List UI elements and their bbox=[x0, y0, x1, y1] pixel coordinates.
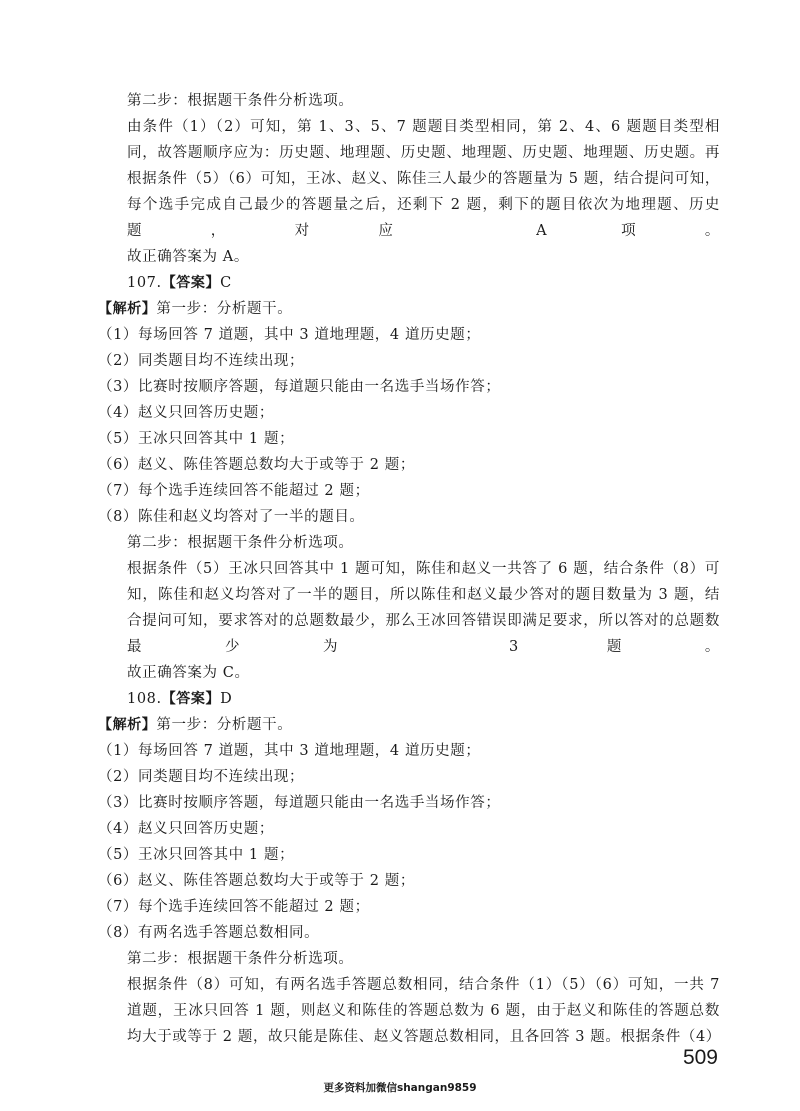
question-108-answer bbox=[98, 686, 720, 712]
answer-value: D bbox=[220, 691, 233, 707]
condition-item: （8）有两名选手答题总数相同。 bbox=[98, 925, 320, 941]
condition-item: （3）比赛时按顺序答题，每道题只能由一名选手当场作答； bbox=[98, 379, 501, 395]
question-107-analysis bbox=[98, 296, 720, 322]
step-heading: 第一步：分析题干。 bbox=[156, 717, 293, 733]
condition-item: （7）每个选手连续回答不能超过 2 题； bbox=[98, 899, 370, 915]
page-body bbox=[98, 88, 720, 1050]
condition-item: （7）每个选手连续回答不能超过 2 题； bbox=[98, 483, 370, 499]
question-107-answer bbox=[98, 270, 720, 296]
answer-line: 故正确答案为 C。 bbox=[127, 665, 250, 681]
analysis-label: 【解析】 bbox=[98, 301, 157, 317]
answer-value: C bbox=[220, 275, 232, 291]
page-number: 509 bbox=[682, 1046, 718, 1069]
step-heading: 第二步：根据题干条件分析选项。 bbox=[127, 535, 354, 551]
condition-item: （2）同类题目均不连续出现； bbox=[98, 353, 305, 369]
condition-item: （8）陈佳和赵义均答对了一半的题目。 bbox=[98, 509, 365, 525]
step-heading: 第一步：分析题干。 bbox=[156, 301, 293, 317]
answer-line: 故正确答案为 A。 bbox=[127, 249, 249, 265]
step-heading: 第二步：根据题干条件分析选项。 bbox=[127, 93, 354, 109]
analysis-label: 【解析】 bbox=[98, 717, 157, 733]
footer-note: 更多资料加微信shangan9859 bbox=[323, 1082, 477, 1094]
paragraph: 根据条件（8）可知，有两名选手答题总数相同，结合条件（1）（5）（6）可知，一共 7 道题，王冰只回答 1 题，则赵义和陈佳的答题总数为 6 题，由于赵义和陈佳的答题总数均大于或等于 2 题，故只能是陈佳、赵义答题总数相同，且各回答 3 题。根据条件（4） bbox=[127, 977, 721, 1045]
paragraph: 由条件（1）（2）可知，第 1、3、5、7 题题目类型相同，第 2、4、6 题题目类型相同，故答题顺序应为：历史题、地理题、历史题、地理题、历史题、地理题、历史题。再根据条件（5）（6）可知，王冰、赵义、陈佳三人最少的答题量为 5 题，结合提问可知，每个选手完成自己最少的答题量之后，还剩下 2 题，剩下的题目依次为地理题、历史题，对应 A 项。 bbox=[127, 119, 720, 239]
condition-item: （2）同类题目均不连续出现； bbox=[98, 769, 305, 785]
question-107-conditions bbox=[98, 322, 720, 530]
question-number: 108. bbox=[127, 691, 162, 707]
paragraph: 根据条件（5）王冰只回答其中 1 题可知，陈佳和赵义一共答了 6 题，结合条件（8）可知，陈佳和赵义均答对了一半的题目，所以陈佳和赵义最少答对的题目数量为 3 题，结合提问可知，要求答对的总题数最少，那么王冰回答错误即满足要求，所以答对的总题数最少为 3 题。 bbox=[127, 561, 720, 655]
condition-item: （5）王冰只回答其中 1 题； bbox=[98, 847, 295, 863]
question-108-analysis bbox=[98, 712, 720, 738]
answer-label: 【答案】 bbox=[161, 691, 221, 707]
condition-item: （6）赵义、陈佳答题总数均大于或等于 2 题； bbox=[98, 873, 415, 889]
step-heading: 第二步：根据题干条件分析选项。 bbox=[127, 951, 354, 967]
condition-item: （5）王冰只回答其中 1 题； bbox=[98, 431, 295, 447]
answer-label: 【答案】 bbox=[161, 275, 221, 291]
question-108-conditions bbox=[98, 738, 720, 946]
condition-item: （4）赵义只回答历史题； bbox=[98, 405, 274, 421]
condition-item: （3）比赛时按顺序答题，每道题只能由一名选手当场作答； bbox=[98, 795, 501, 811]
condition-item: （4）赵义只回答历史题； bbox=[98, 821, 274, 837]
condition-item: （1）每场回答 7 道题，其中 3 道地理题，4 道历史题； bbox=[98, 327, 481, 343]
condition-item: （1）每场回答 7 道题，其中 3 道地理题，4 道历史题； bbox=[98, 743, 481, 759]
condition-item: （6）赵义、陈佳答题总数均大于或等于 2 题； bbox=[98, 457, 415, 473]
question-number: 107. bbox=[127, 275, 162, 291]
